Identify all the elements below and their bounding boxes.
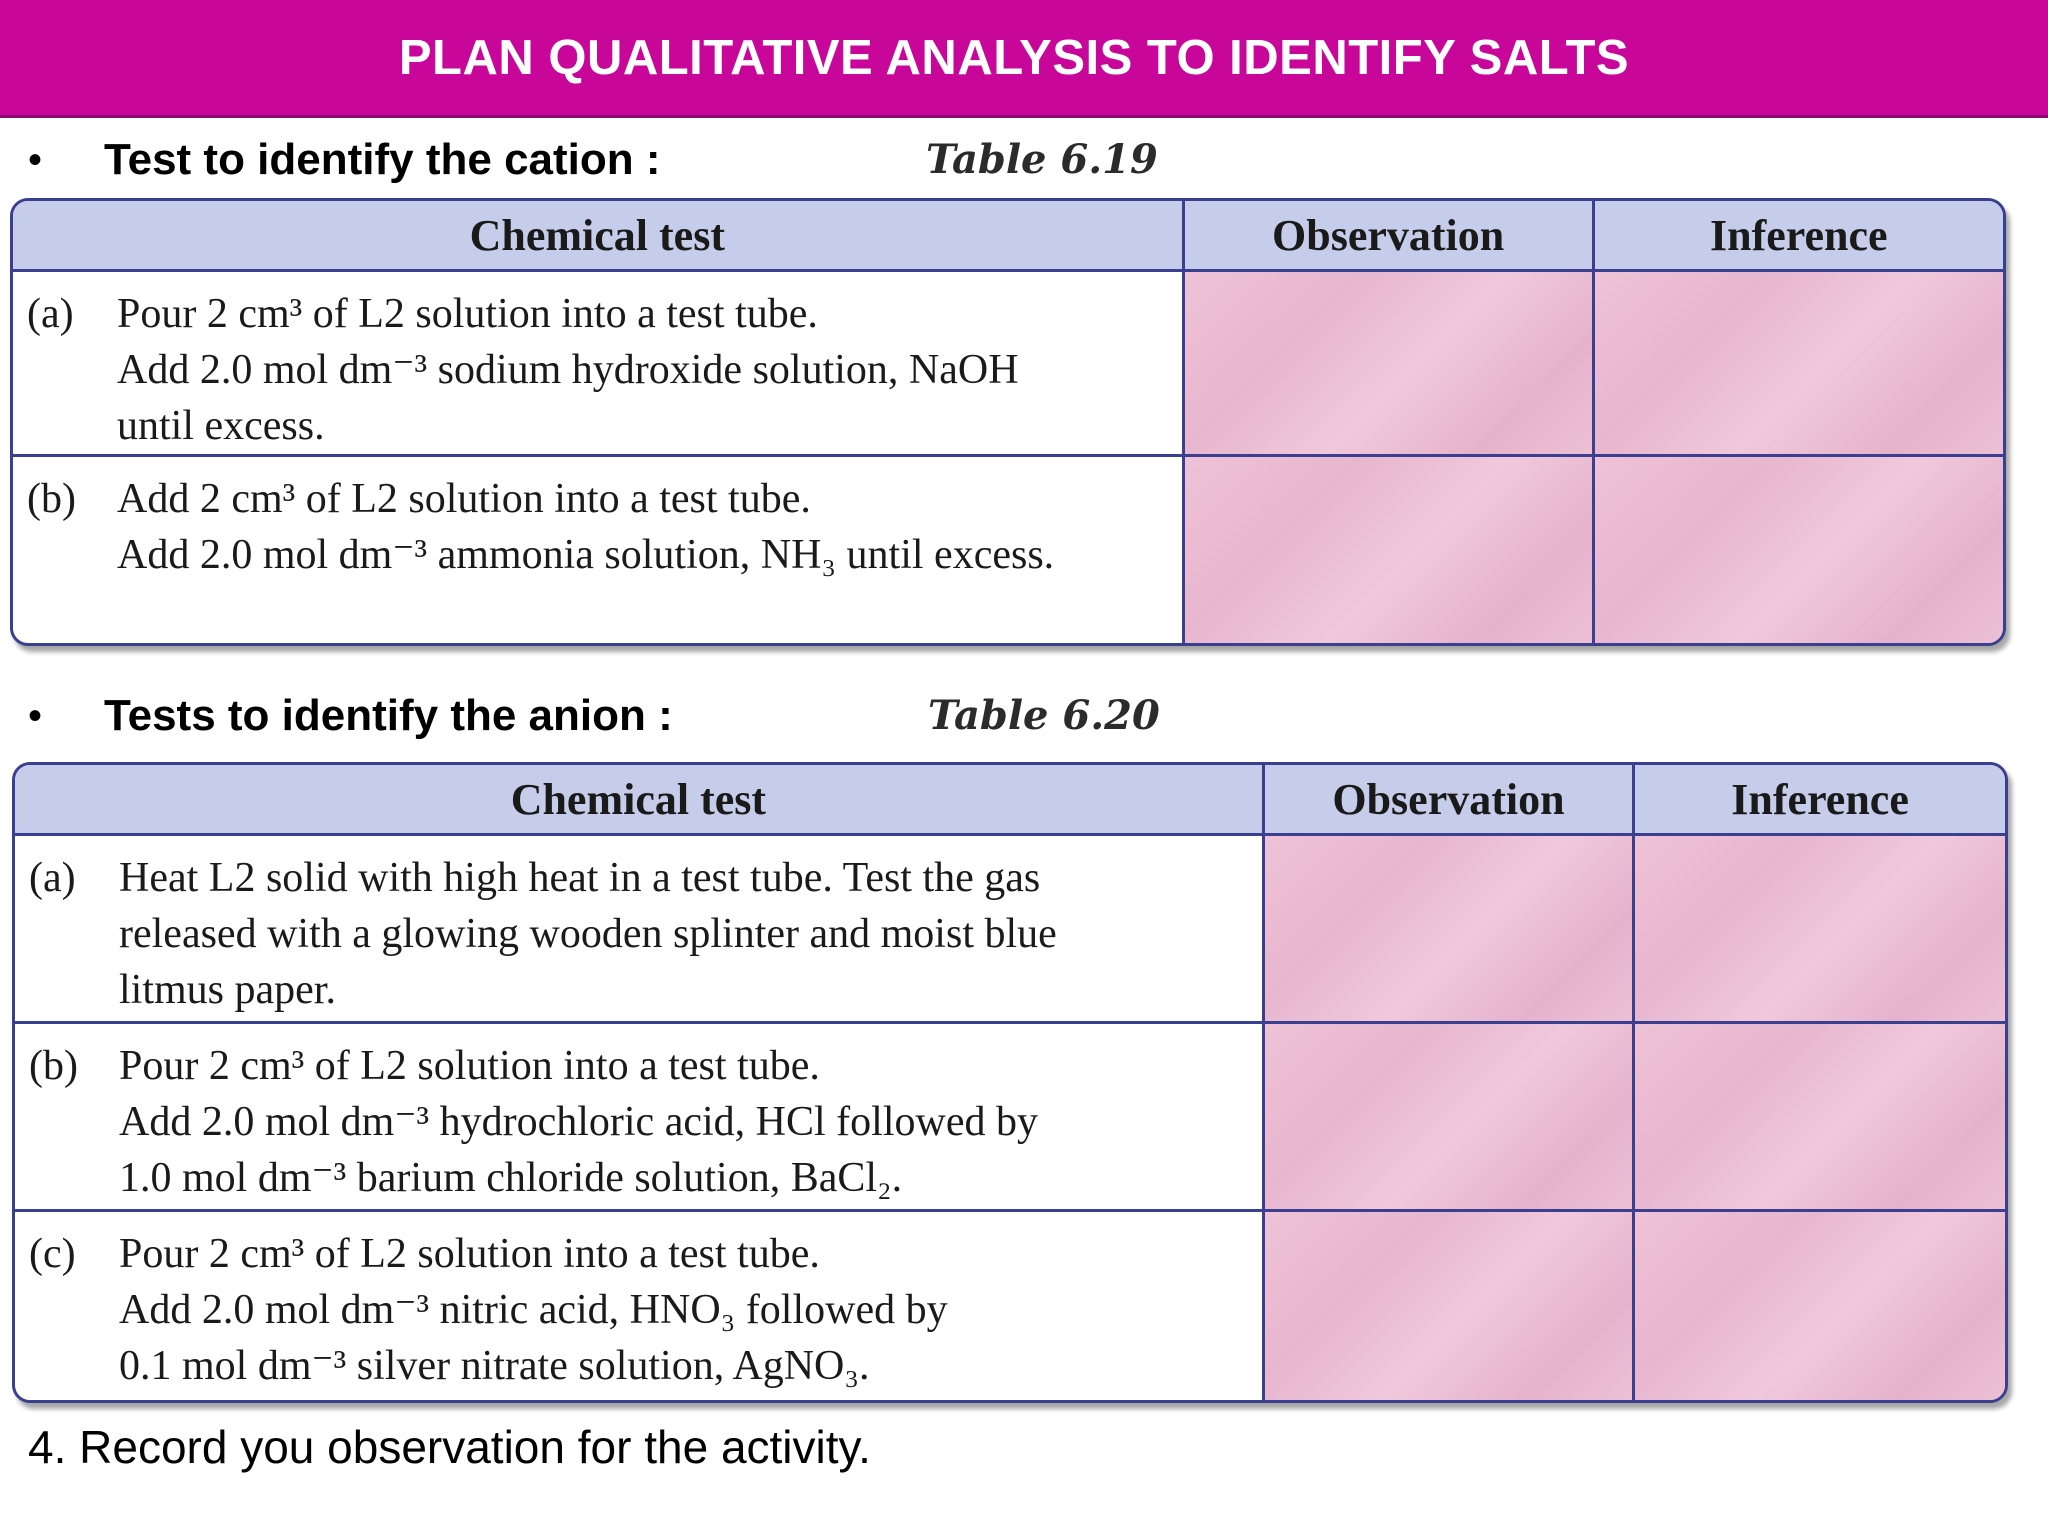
test-line: released with a glowing wooden splinter and moist blue bbox=[119, 911, 1057, 957]
column-header: Observation bbox=[1265, 765, 1635, 836]
test-line: Pour 2 cm³ of L2 solution into a test tube. bbox=[117, 291, 818, 337]
table-row bbox=[15, 836, 2005, 1024]
observation-cell[interactable] bbox=[1265, 1024, 1635, 1212]
inference-cell[interactable] bbox=[1595, 272, 2003, 457]
chemical-test-cell bbox=[15, 1212, 1265, 1400]
title-banner bbox=[0, 0, 2048, 118]
test-line: Add 2 cm³ of L2 solution into a test tube. bbox=[117, 476, 811, 522]
table-header-row bbox=[13, 201, 2003, 272]
anion-table bbox=[12, 762, 2008, 1403]
column-header: Inference bbox=[1635, 765, 2005, 836]
observation-cell[interactable] bbox=[1265, 1212, 1635, 1400]
test-line: Pour 2 cm³ of L2 solution into a test tube. bbox=[119, 1043, 820, 1089]
anion-table-caption: Table 6.20 bbox=[928, 692, 1160, 739]
table-header-row bbox=[15, 765, 2005, 836]
cation-table bbox=[10, 198, 2006, 646]
observation-cell[interactable] bbox=[1185, 457, 1595, 643]
chemical-test-cell bbox=[13, 272, 1185, 457]
anion-heading: Tests to identify the anion : bbox=[104, 691, 673, 740]
test-line: Heat L2 solid with high heat in a test tube. Test the gas bbox=[119, 855, 1041, 901]
cation-heading-row bbox=[0, 130, 2048, 190]
bullet: • bbox=[28, 138, 43, 182]
inference-cell[interactable] bbox=[1635, 836, 2005, 1024]
instruction-note: 4. Record you observation for the activity. bbox=[28, 1421, 871, 1473]
test-line: Add 2.0 mol dm⁻³ ammonia solution, NH₃ until excess. bbox=[117, 532, 1055, 578]
chemical-test-cell bbox=[15, 1024, 1265, 1212]
test-line: 1.0 mol dm⁻³ barium chloride solution, BaCl₂. bbox=[119, 1155, 903, 1201]
observation-cell[interactable] bbox=[1185, 272, 1595, 457]
column-header: Inference bbox=[1595, 201, 2003, 272]
column-header: Observation bbox=[1185, 201, 1595, 272]
inference-cell[interactable] bbox=[1635, 1212, 2005, 1400]
chemical-test-cell bbox=[15, 836, 1265, 1024]
row-label: (c) bbox=[29, 1231, 76, 1277]
test-line: litmus paper. bbox=[119, 967, 336, 1013]
row-label: (a) bbox=[27, 291, 74, 337]
column-header: Chemical test bbox=[13, 201, 1185, 272]
cation-table-caption: Table 6.19 bbox=[926, 136, 1158, 183]
inference-cell[interactable] bbox=[1635, 1024, 2005, 1212]
test-line: 0.1 mol dm⁻³ silver nitrate solution, AgNO₃. bbox=[119, 1343, 870, 1389]
table-row bbox=[13, 457, 2003, 643]
row-label: (b) bbox=[29, 1043, 78, 1089]
bullet: • bbox=[28, 694, 43, 738]
test-line: Add 2.0 mol dm⁻³ nitric acid, HNO₃ followed by bbox=[119, 1287, 948, 1333]
inference-cell[interactable] bbox=[1595, 457, 2003, 643]
table-row bbox=[13, 272, 2003, 457]
test-line: Pour 2 cm³ of L2 solution into a test tube. bbox=[119, 1231, 820, 1277]
chemical-test-cell bbox=[13, 457, 1185, 643]
observation-cell[interactable] bbox=[1265, 836, 1635, 1024]
row-label: (a) bbox=[29, 855, 76, 901]
test-line: Add 2.0 mol dm⁻³ sodium hydroxide solution, NaOH bbox=[117, 347, 1019, 393]
row-label: (b) bbox=[27, 476, 76, 522]
page-title: PLAN QUALITATIVE ANALYSIS TO IDENTIFY SALTS bbox=[398, 30, 1630, 85]
table-row bbox=[15, 1024, 2005, 1212]
cation-heading: Test to identify the cation : bbox=[104, 135, 661, 184]
column-header: Chemical test bbox=[15, 765, 1265, 836]
anion-heading-row bbox=[0, 686, 2048, 746]
test-line: Add 2.0 mol dm⁻³ hydrochloric acid, HCl followed by bbox=[119, 1099, 1038, 1145]
table-row bbox=[15, 1212, 2005, 1400]
test-line: until excess. bbox=[117, 403, 325, 449]
